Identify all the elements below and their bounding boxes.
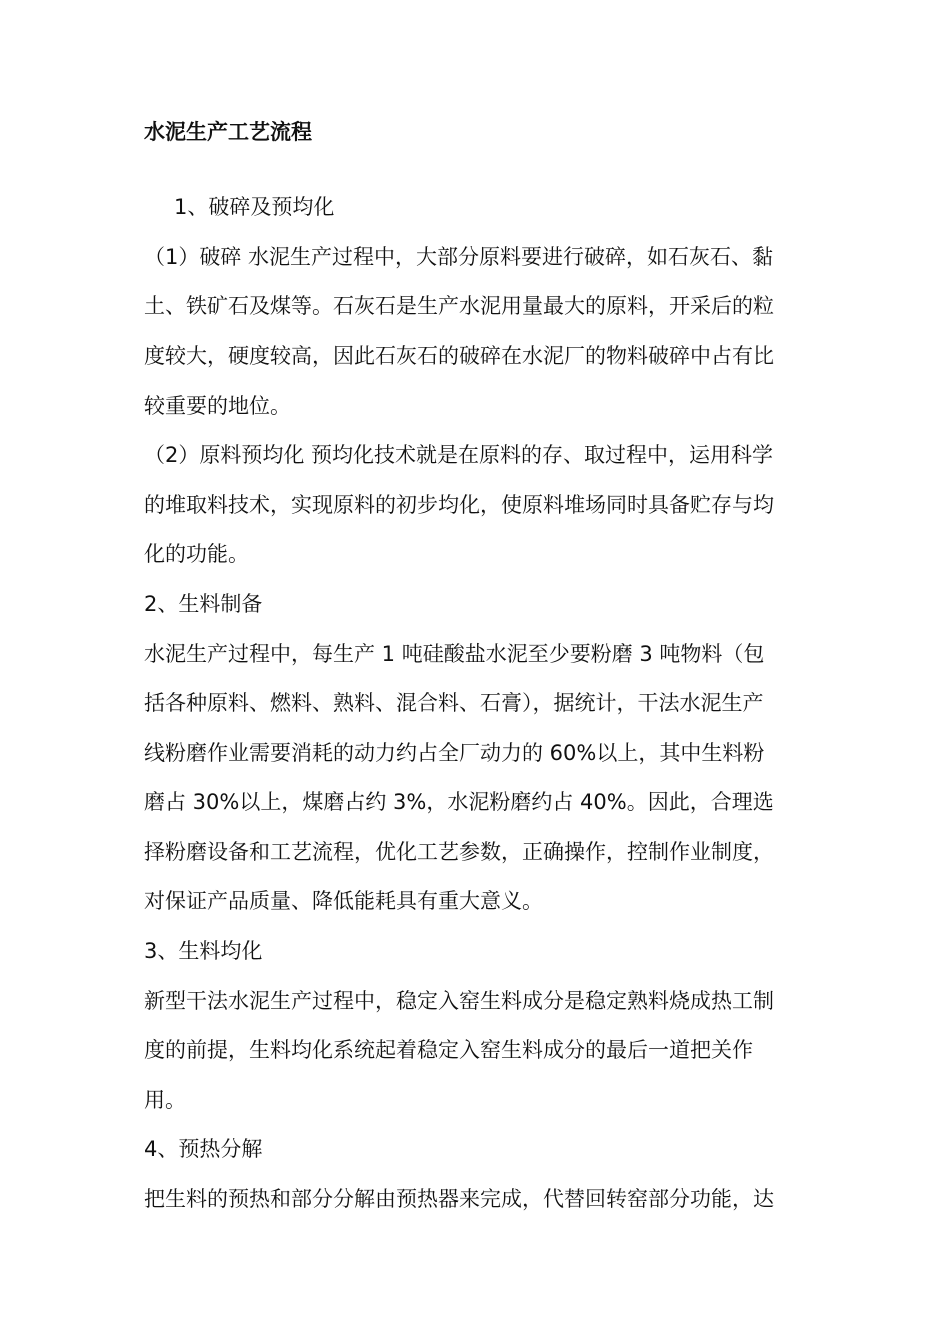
- paragraph-line: 水泥生产过程中，每生产 1 吨硅酸盐水泥至少要粉磨 3 吨物料（包: [144, 642, 765, 666]
- section-heading-3: 3、生料均化: [144, 939, 263, 963]
- paragraph-line: 对保证产品质量、降低能耗具有重大意义。: [144, 889, 543, 913]
- paragraph-line: 度的前提，生料均化系统起着稳定入窑生料成分的最后一道把关作: [144, 1038, 753, 1062]
- paragraph-line: （1）破碎 水泥生产过程中，大部分原料要进行破碎，如石灰石、黏: [144, 245, 774, 269]
- paragraph-line: 括各种原料、燃料、熟料、混合料、石膏），据统计，干法水泥生产: [144, 691, 764, 715]
- paragraph-line: 度较大，硬度较高，因此石灰石的破碎在水泥厂的物料破碎中占有比: [144, 344, 774, 368]
- section-heading-1: 1、破碎及预均化: [174, 195, 335, 219]
- paragraph-line: 用。: [144, 1088, 186, 1112]
- paragraph-line: 择粉磨设备和工艺流程，优化工艺参数，正确操作，控制作业制度，: [144, 840, 774, 864]
- document-title: 水泥生产工艺流程: [144, 120, 312, 144]
- paragraph-line: 新型干法水泥生产过程中，稳定入窑生料成分是稳定熟料烧成热工制: [144, 989, 774, 1013]
- section-heading-2: 2、生料制备: [144, 592, 263, 616]
- paragraph-line: 把生料的预热和部分分解由预热器来完成，代替回转窑部分功能，达: [144, 1187, 774, 1211]
- paragraph-line: （2）原料预均化 预均化技术就是在原料的存、取过程中，运用科学: [144, 443, 774, 467]
- section-heading-4: 4、预热分解: [144, 1137, 263, 1161]
- paragraph-line: 磨占 30%以上，煤磨占约 3%，水泥粉磨约占 40%。因此，合理选: [144, 790, 774, 814]
- paragraph-line: 土、铁矿石及煤等。石灰石是生产水泥用量最大的原料，开采后的粒: [144, 294, 774, 318]
- paragraph-line: 的堆取料技术，实现原料的初步均化，使原料堆场同时具备贮存与均: [144, 493, 774, 517]
- paragraph-line: 化的功能。: [144, 542, 249, 566]
- paragraph-line: 线粉磨作业需要消耗的动力约占全厂动力的 60%以上，其中生料粉: [144, 741, 765, 765]
- paragraph-line: 较重要的地位。: [144, 394, 291, 418]
